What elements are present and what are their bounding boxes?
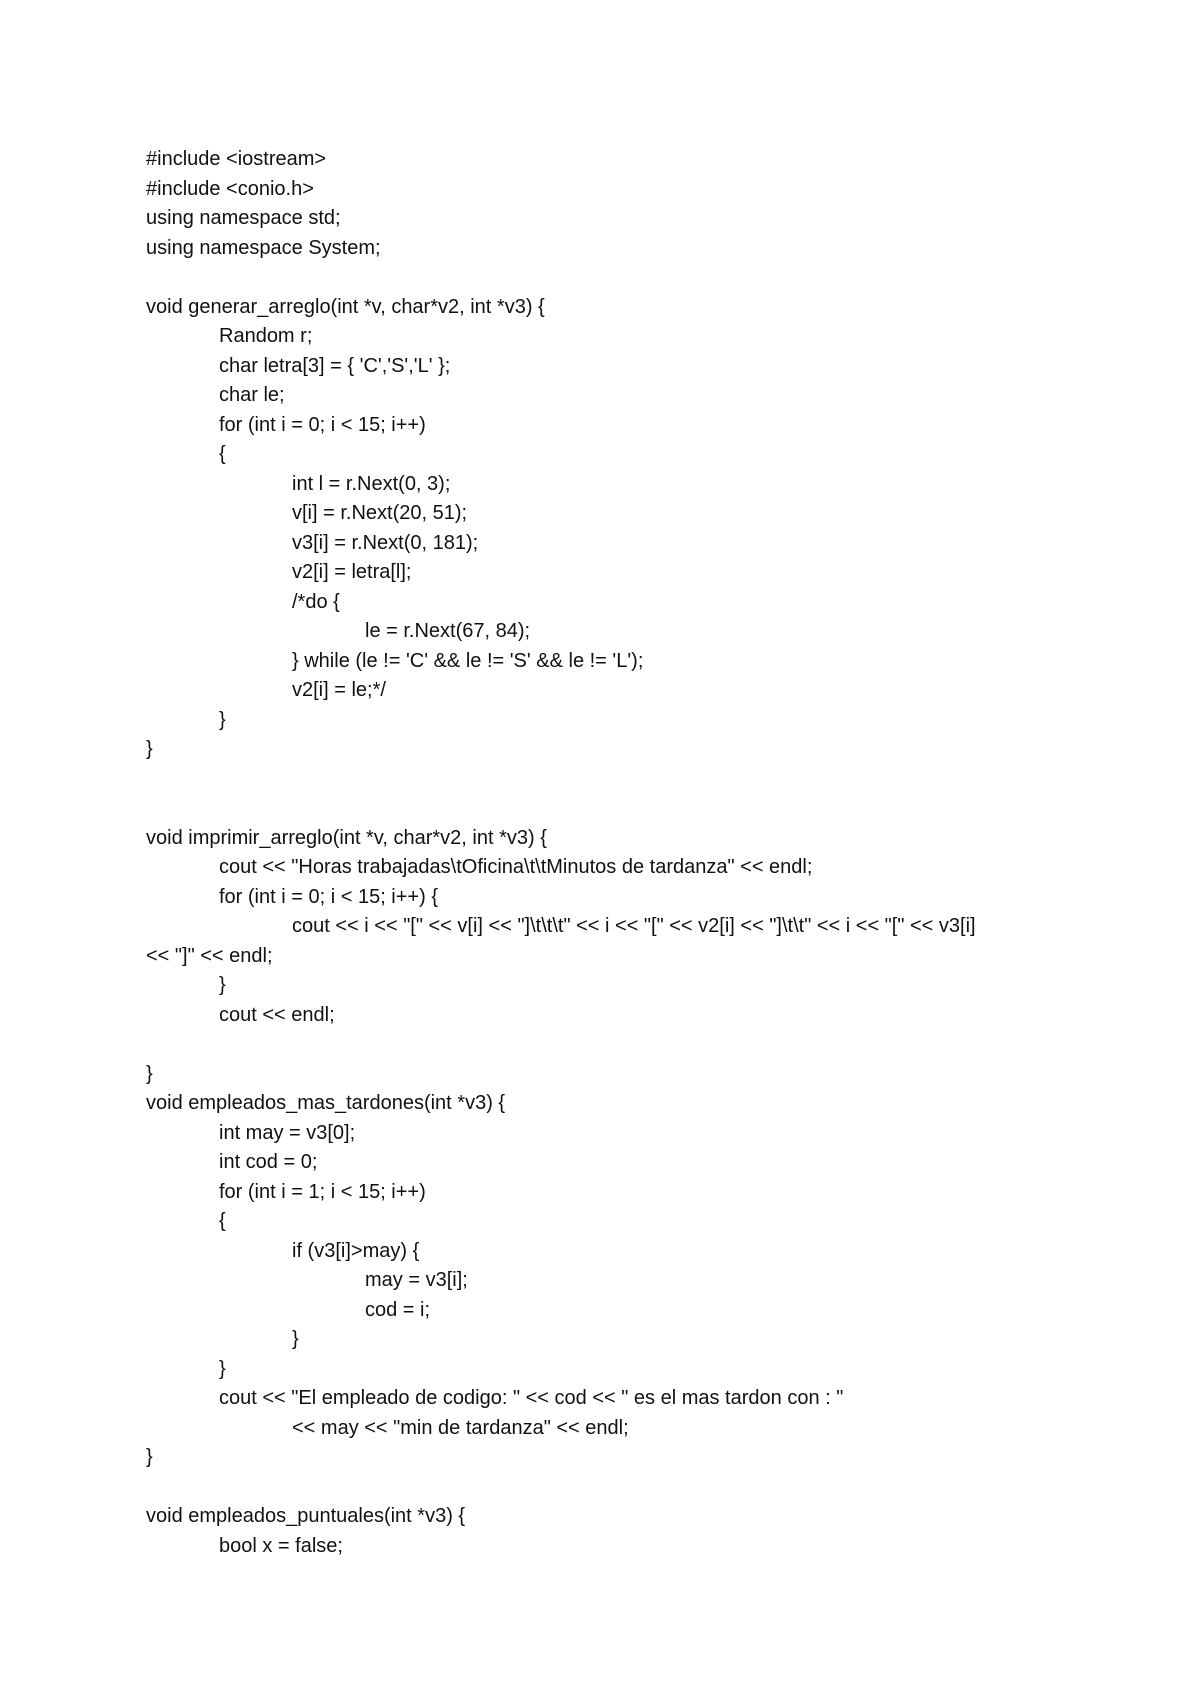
code-line: bool x = false; [219,1534,343,1557]
code-line: int l = r.Next(0, 3); [292,472,451,495]
code-line: { [219,1210,226,1232]
code-line: } while (le != 'C' && le != 'S' && le != 'L'); [292,649,644,672]
code-line: #include <conio.h> [146,177,314,200]
code-line: } [146,1062,153,1085]
code-line: for (int i = 0; i < 15; i++) { [219,885,439,908]
code-line: cout << "Horas trabajadas\tOficina\t\tMinutos de tardanza" << endl; [219,856,813,878]
code-line: char le; [219,384,285,406]
code-line: } [146,738,153,760]
code-line: << may << "min de tardanza" << endl; [292,1416,629,1439]
code-line: int cod = 0; [219,1151,318,1173]
code-line: { [219,443,226,465]
code-line: v3[i] = r.Next(0, 181); [292,531,479,554]
blank-line [146,1030,1146,1060]
code-line: } [219,1357,226,1380]
code-line: if (v3[i]>may) { [292,1239,420,1262]
code-line: } [219,708,226,731]
code-line: } [219,974,226,996]
code-line: cout << "El empleado de codigo: " << cod << " es el mas tardon con : " [219,1387,844,1409]
code-line: void imprimir_arreglo(int *v, char*v2, int *v3) { [146,826,547,849]
code-line: cod = i; [365,1298,431,1321]
code-line: for (int i = 0; i < 15; i++) [219,413,426,436]
code-document [146,145,1146,1561]
code-line: #include <iostream> [146,148,327,170]
code-line: /*do { [292,590,340,613]
code-line: } [292,1328,299,1350]
blank-line [146,794,1146,824]
code-line: may = v3[i]; [365,1269,468,1291]
code-line: << "]" << endl; [146,944,273,967]
code-line: } [146,1446,153,1468]
code-line: using namespace std; [146,207,341,229]
code-line: int may = v3[0]; [219,1121,356,1144]
code-line: cout << endl; [219,1003,335,1026]
code-line: void empleados_mas_tardones(int *v3) { [146,1092,506,1114]
code-line: char letra[3] = { 'C','S','L' }; [219,354,451,377]
code-line: for (int i = 1; i < 15; i++) [219,1180,426,1203]
code-line: using namespace System; [146,236,381,259]
blank-line [146,263,1146,293]
code-line: void empleados_puntuales(int *v3) { [146,1505,466,1527]
code-line: cout << i << "[" << v[i] << "]\t\t\t" << i << "[" << v2[i] << "]\t\t" << i << "[" << v3[i] [292,915,976,937]
code-line: void generar_arreglo(int *v, char*v2, int *v3) { [146,295,545,318]
blank-line [146,1473,1146,1503]
code-line: le = r.Next(67, 84); [365,620,531,642]
code-line: v2[i] = le;*/ [292,679,386,701]
code-line: v2[i] = letra[l]; [292,561,412,583]
code-line: v[i] = r.Next(20, 51); [292,502,468,524]
blank-line [146,765,1146,795]
code-line: Random r; [219,325,313,347]
